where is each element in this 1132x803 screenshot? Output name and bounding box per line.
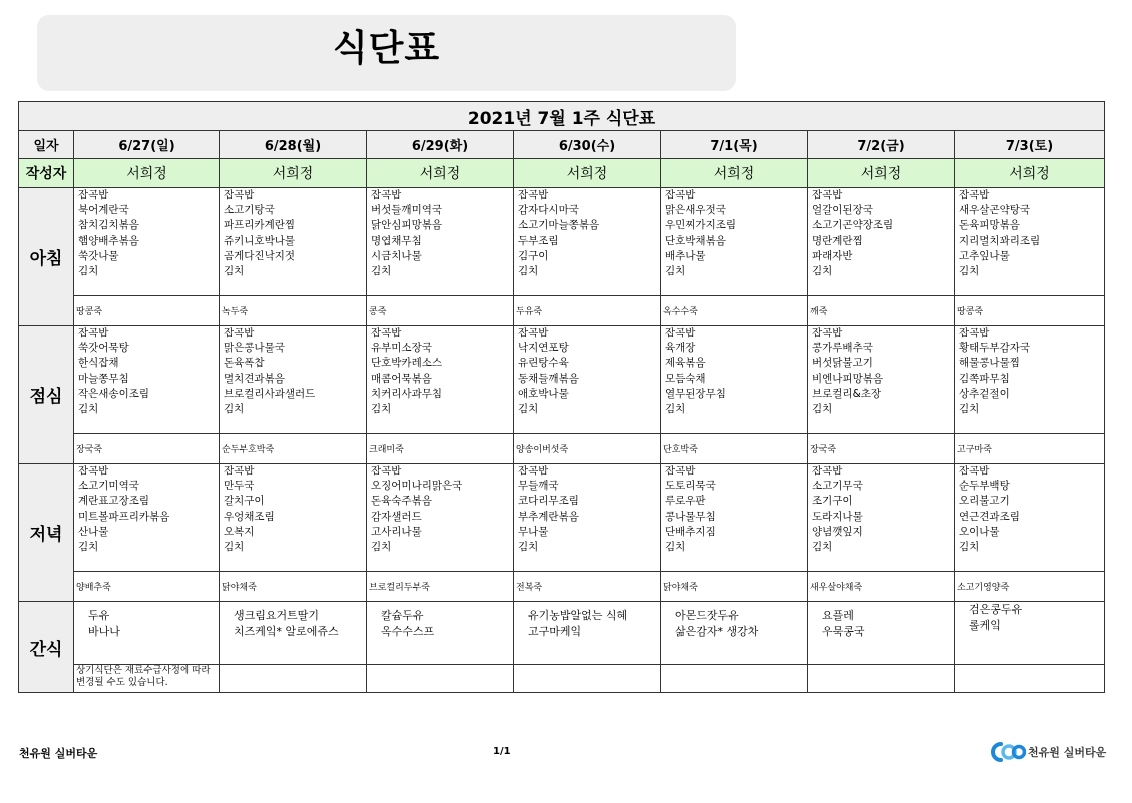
note-cell <box>955 665 1105 693</box>
dish: 조기구이 <box>812 495 853 508</box>
dish: 잡곡밥 <box>812 465 843 477</box>
dish: 김치 <box>518 541 539 554</box>
dish: 한식잡채 <box>78 357 119 370</box>
note-cell <box>661 665 808 693</box>
dish: 얼갈이된장국 <box>812 204 873 217</box>
day-header: 7/3(토) <box>955 131 1105 159</box>
dish: 김치 <box>371 541 392 554</box>
dish: 두부조림 <box>518 234 559 247</box>
table-title-row <box>19 102 1105 131</box>
dish: 참치김치볶음 <box>78 219 139 232</box>
snack-item: 유기농밥알없는 식혜 <box>528 609 628 622</box>
dish: 단호박카레소스 <box>371 357 443 370</box>
date-label: 일자 <box>19 131 74 159</box>
breakfast-porridge-row <box>19 296 1105 326</box>
dish: 치커리사과무침 <box>371 387 443 400</box>
porridge-cell <box>808 572 955 602</box>
dish: 잡곡밥 <box>665 327 696 339</box>
dish: 단호박채볶음 <box>665 234 726 247</box>
porridge-cell <box>661 434 808 464</box>
dish: 잡곡밥 <box>224 189 255 201</box>
dinner-cell <box>955 464 1105 572</box>
dinner-cell <box>367 464 514 572</box>
porridge: 크래미죽 <box>369 445 404 455</box>
porridge: 전복죽 <box>516 583 543 593</box>
dish: 맑은새우젓국 <box>665 204 726 217</box>
dish: 김치 <box>224 541 245 554</box>
dish: 김치 <box>812 265 833 278</box>
porridge-cell <box>514 296 661 326</box>
note-cell <box>514 665 661 693</box>
dish: 육개장 <box>665 342 696 355</box>
dish: 잡곡밥 <box>224 327 255 339</box>
snack-item: 롤케잌 <box>969 619 1001 632</box>
dish: 김치 <box>959 265 980 278</box>
dish: 제육볶음 <box>665 357 706 370</box>
lunch-cell <box>220 326 367 434</box>
dish: 콩가루배추국 <box>812 342 873 355</box>
menu-change-note: 상기식단은 재료수급사정에 따라 변경될 수도 있습니다. <box>76 665 211 688</box>
snack-item: 우묵콩국 <box>822 625 865 638</box>
porridge: 고구마죽 <box>957 445 992 455</box>
porridge-cell <box>367 434 514 464</box>
porridge: 소고기영양죽 <box>957 583 1010 593</box>
dish: 소고기미역국 <box>78 480 139 493</box>
dish: 쑥갓나물 <box>78 249 119 262</box>
lunch-row <box>19 326 1105 434</box>
porridge-cell <box>661 572 808 602</box>
dish: 마늘쫑무침 <box>78 372 129 385</box>
lunch-cell <box>808 326 955 434</box>
dish: 김치 <box>518 403 539 416</box>
porridge-cell <box>955 434 1105 464</box>
dish: 김치 <box>665 403 686 416</box>
breakfast-cell <box>955 188 1105 296</box>
porridge-cell <box>74 296 220 326</box>
snack-cell <box>955 602 1105 665</box>
dish: 잡곡밥 <box>78 465 109 477</box>
dish: 매콤어묵볶음 <box>371 372 432 385</box>
dish: 잡곡밥 <box>224 465 255 477</box>
dish: 오징어미나리맑은국 <box>371 480 463 493</box>
snack-item: 요플레 <box>822 609 854 622</box>
porridge-cell <box>220 296 367 326</box>
dinner-label: 저녁 <box>19 464 74 602</box>
lunch-cell <box>74 326 220 434</box>
snack-item: 검은콩두유 <box>969 603 1023 616</box>
dish: 잡곡밥 <box>518 465 549 477</box>
author-cell: 서희정 <box>955 159 1105 188</box>
porridge-cell <box>74 434 220 464</box>
logo-mark-icon <box>990 740 1026 764</box>
dish: 오리불고기 <box>959 495 1010 508</box>
breakfast-cell <box>220 188 367 296</box>
dish: 고추잎나물 <box>959 249 1010 262</box>
page-title: 식단표 <box>332 27 441 69</box>
snack-cell <box>367 602 514 665</box>
dish: 연근견과조림 <box>959 510 1020 523</box>
lunch-cell <box>514 326 661 434</box>
dish: 버섯닭불고기 <box>812 357 873 370</box>
dish: 비엔나피망볶음 <box>812 372 884 385</box>
dish: 동채들깨볶음 <box>518 372 579 385</box>
dish: 무나물 <box>518 525 549 538</box>
porridge-cell <box>661 296 808 326</box>
author-cell: 서희정 <box>367 159 514 188</box>
note-cell <box>74 665 220 693</box>
dish: 명엽채무침 <box>371 234 422 247</box>
snack-item: 두유 <box>88 609 110 622</box>
porridge-cell <box>367 296 514 326</box>
dish: 작은새송이조림 <box>78 387 150 400</box>
snack-item: 옥수수스프 <box>381 625 435 638</box>
dish: 김치 <box>224 265 245 278</box>
dish: 코다리무조림 <box>518 495 579 508</box>
dish: 무들깨국 <box>518 480 559 493</box>
porridge: 단호박죽 <box>663 445 698 455</box>
porridge: 옥수수죽 <box>663 307 698 317</box>
dish: 해물콩나물찜 <box>959 357 1020 370</box>
porridge-cell <box>514 434 661 464</box>
dish: 감자샐러드 <box>371 510 422 523</box>
snack-label: 간식 <box>19 602 74 693</box>
dinner-cell <box>661 464 808 572</box>
porridge-cell <box>955 296 1105 326</box>
dish: 계란표고장조림 <box>78 495 150 508</box>
lunch-cell <box>955 326 1105 434</box>
dish: 갈치구이 <box>224 495 265 508</box>
dish: 황태두부감자국 <box>959 342 1031 355</box>
dish: 우민찌가지조림 <box>665 219 737 232</box>
author-cell: 서희정 <box>220 159 367 188</box>
dish: 잡곡밥 <box>371 189 402 201</box>
porridge: 두유죽 <box>516 307 543 317</box>
porridge: 닭야채죽 <box>663 583 698 593</box>
dish: 유린탕수육 <box>518 357 569 370</box>
porridge-cell <box>220 434 367 464</box>
dish: 김치 <box>78 541 99 554</box>
porridge-cell <box>74 572 220 602</box>
dish: 북어계란국 <box>78 204 129 217</box>
dish: 낙지연포탕 <box>518 342 569 355</box>
dinner-cell <box>514 464 661 572</box>
snack-item: 바나나 <box>88 625 120 638</box>
breakfast-cell <box>74 188 220 296</box>
dish: 고사리나물 <box>371 525 422 538</box>
breakfast-cell <box>661 188 808 296</box>
lunch-cell <box>661 326 808 434</box>
dish: 소고기탕국 <box>224 204 275 217</box>
note-cell <box>367 665 514 693</box>
porridge-cell <box>514 572 661 602</box>
dish: 김쪽파무침 <box>959 372 1010 385</box>
dish: 잡곡밥 <box>518 189 549 201</box>
note-cell <box>808 665 955 693</box>
dish: 유부미소장국 <box>371 342 432 355</box>
dinner-row <box>19 464 1105 572</box>
dish: 김치 <box>665 265 686 278</box>
note-cell <box>220 665 367 693</box>
author-cell: 서희정 <box>661 159 808 188</box>
dish: 김구이 <box>518 249 549 262</box>
snack-cell <box>74 602 220 665</box>
dish: 맑은콩나물국 <box>224 342 285 355</box>
porridge: 땅콩죽 <box>76 307 103 317</box>
dish: 김치 <box>812 541 833 554</box>
dish: 순두부백탕 <box>959 480 1010 493</box>
dish: 김치 <box>812 403 833 416</box>
dish: 지리멸치꽈리조림 <box>959 234 1041 247</box>
dish: 양념깻잎지 <box>812 525 863 538</box>
breakfast-cell <box>367 188 514 296</box>
dish: 루로우판 <box>665 495 706 508</box>
author-row <box>19 159 1105 188</box>
snack-cell <box>661 602 808 665</box>
dish: 김치 <box>224 403 245 416</box>
porridge: 양송이버섯죽 <box>516 445 569 455</box>
dish: 잡곡밥 <box>518 327 549 339</box>
dish: 잡곡밥 <box>371 465 402 477</box>
porridge: 장국죽 <box>810 445 837 455</box>
dish: 브로컬리사과샐러드 <box>224 387 316 400</box>
day-header: 6/30(수) <box>514 131 661 159</box>
porridge-cell <box>808 296 955 326</box>
snack-row <box>19 602 1105 665</box>
table-title: 2021년 7월 1주 식단표 <box>19 102 1105 131</box>
author-cell: 서희정 <box>74 159 220 188</box>
dish: 햄양배추볶음 <box>78 234 139 247</box>
porridge-cell <box>220 572 367 602</box>
author-label: 작성자 <box>19 159 74 188</box>
dish: 잡곡밥 <box>959 189 990 201</box>
dinner-cell <box>220 464 367 572</box>
dish: 소고기무국 <box>812 480 863 493</box>
dish: 쥬키니호박나물 <box>224 234 296 247</box>
dish: 버섯들깨미역국 <box>371 204 443 217</box>
dish: 상추겉절이 <box>959 387 1010 400</box>
dish: 파래자반 <box>812 249 853 262</box>
snack-cell <box>808 602 955 665</box>
breakfast-row <box>19 188 1105 296</box>
dish: 미트볼파프리카볶음 <box>78 510 170 523</box>
footer-org-name: 천유원 실버타운 <box>19 747 98 760</box>
dish: 열무된장무침 <box>665 387 726 400</box>
breakfast-cell <box>514 188 661 296</box>
porridge: 새우살야채죽 <box>810 583 863 593</box>
dish: 잡곡밥 <box>959 327 990 339</box>
dish: 부추계란볶음 <box>518 510 579 523</box>
dish: 잡곡밥 <box>78 189 109 201</box>
note-row <box>19 665 1105 693</box>
dish: 명란계란찜 <box>812 234 863 247</box>
dish: 단배추지짐 <box>665 525 716 538</box>
porridge: 장국죽 <box>76 445 103 455</box>
day-header: 7/2(금) <box>808 131 955 159</box>
porridge: 닭야채죽 <box>222 583 257 593</box>
porridge: 녹두죽 <box>222 307 249 317</box>
day-header: 7/1(목) <box>661 131 808 159</box>
porridge: 땅콩죽 <box>957 307 984 317</box>
dish: 산나물 <box>78 525 109 538</box>
lunch-label: 점심 <box>19 326 74 464</box>
dinner-cell <box>808 464 955 572</box>
snack-cell <box>514 602 661 665</box>
dish: 콩나물무침 <box>665 510 716 523</box>
dish: 도라지나물 <box>812 510 863 523</box>
lunch-porridge-row <box>19 434 1105 464</box>
dish: 잡곡밥 <box>812 327 843 339</box>
day-header: 6/29(화) <box>367 131 514 159</box>
dish: 소고기마늘쫑볶음 <box>518 219 600 232</box>
dish: 김치 <box>518 265 539 278</box>
date-row <box>19 131 1105 159</box>
snack-item: 치즈케잌* 알로에쥬스 <box>234 625 339 638</box>
porridge: 양배추죽 <box>76 583 111 593</box>
day-header: 6/28(월) <box>220 131 367 159</box>
snack-item: 고구마케잌 <box>528 625 582 638</box>
dish: 김치 <box>371 403 392 416</box>
dish: 새우살곤약탕국 <box>959 204 1031 217</box>
dish: 배추나물 <box>665 249 706 262</box>
porridge: 순두부호박죽 <box>222 445 275 455</box>
porridge: 콩죽 <box>369 307 387 317</box>
dish: 김치 <box>665 541 686 554</box>
porridge-cell <box>367 572 514 602</box>
dish: 잡곡밥 <box>665 189 696 201</box>
dish: 김치 <box>371 265 392 278</box>
lunch-cell <box>367 326 514 434</box>
dish: 멸치견과볶음 <box>224 372 285 385</box>
dish: 애호박나물 <box>518 387 569 400</box>
meal-plan-table <box>18 101 1105 693</box>
snack-cell <box>220 602 367 665</box>
porridge: 브로컬리두부죽 <box>369 583 430 593</box>
dish: 돈육숙주볶음 <box>371 495 432 508</box>
day-header: 6/27(일) <box>74 131 220 159</box>
dish: 돈육폭찹 <box>224 357 265 370</box>
title-banner <box>37 15 736 91</box>
snack-item: 생크림요거트딸기 <box>234 609 320 622</box>
dish: 잡곡밥 <box>371 327 402 339</box>
org-logo <box>990 740 1106 764</box>
dish: 모듬숙채 <box>665 372 706 385</box>
dish: 만두국 <box>224 480 255 493</box>
dish: 곰게다진낙지젓 <box>224 249 296 262</box>
dish: 파프리카계란찜 <box>224 219 296 232</box>
dish: 잡곡밥 <box>812 189 843 201</box>
dinner-cell <box>74 464 220 572</box>
dish: 김치 <box>78 403 99 416</box>
snack-item: 칼슘두유 <box>381 609 424 622</box>
dish: 김치 <box>959 541 980 554</box>
dish: 브로컬리&초장 <box>812 387 882 400</box>
dish: 잡곡밥 <box>665 465 696 477</box>
porridge-cell <box>808 434 955 464</box>
author-cell: 서희정 <box>514 159 661 188</box>
snack-item: 삶은감자* 생강차 <box>675 625 759 638</box>
dish: 김치 <box>78 265 99 278</box>
dish: 우엉채조림 <box>224 510 275 523</box>
breakfast-label: 아침 <box>19 188 74 326</box>
dinner-porridge-row <box>19 572 1105 602</box>
breakfast-cell <box>808 188 955 296</box>
page-number: 1/1 <box>493 746 511 757</box>
porridge: 깨죽 <box>810 307 828 317</box>
author-cell: 서희정 <box>808 159 955 188</box>
dish: 오복지 <box>224 525 255 538</box>
dish: 닭안심피망볶음 <box>371 219 443 232</box>
dish: 도토리묵국 <box>665 480 716 493</box>
dish: 소고기곤약장조림 <box>812 219 894 232</box>
dish: 감자다시마국 <box>518 204 579 217</box>
dish: 시금치나물 <box>371 249 422 262</box>
dish: 쑥갓어묵탕 <box>78 342 129 355</box>
dish: 돈육피망볶음 <box>959 219 1020 232</box>
dish: 김치 <box>959 403 980 416</box>
snack-item: 아몬드잣두유 <box>675 609 739 622</box>
dish: 잡곡밥 <box>959 465 990 477</box>
dish: 잡곡밥 <box>78 327 109 339</box>
porridge-cell <box>955 572 1105 602</box>
dish: 오이나물 <box>959 525 1000 538</box>
logo-text: 천유원 실버타운 <box>1028 746 1107 759</box>
